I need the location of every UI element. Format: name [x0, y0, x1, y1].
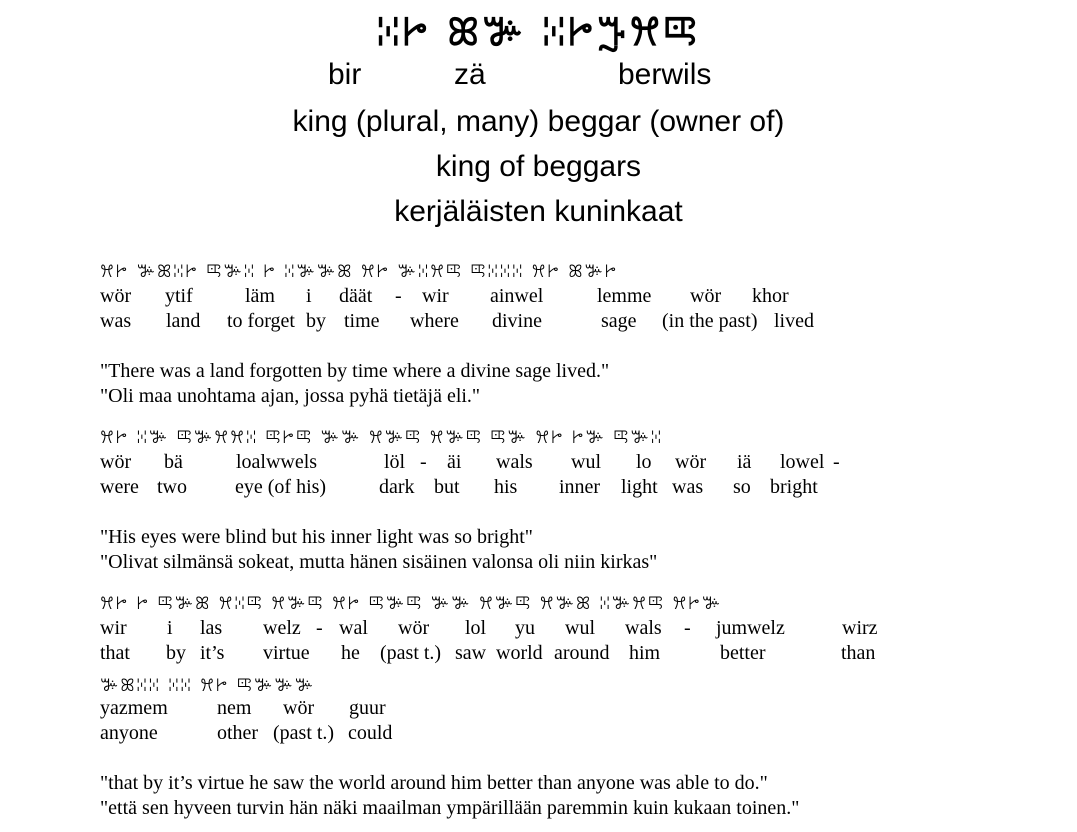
gloss: time: [344, 310, 380, 332]
word: guur: [349, 697, 386, 719]
gloss: it’s: [200, 642, 225, 664]
word: wals: [625, 617, 662, 639]
word: yazmem: [100, 697, 168, 719]
title-word-bir: bir: [328, 58, 362, 91]
title-word-berwils: berwils: [618, 58, 712, 91]
gloss: anyone: [100, 722, 158, 744]
word: yu: [515, 617, 535, 639]
gloss: better: [720, 642, 766, 664]
word: ainwel: [490, 285, 544, 307]
word: wör: [100, 285, 132, 307]
block3-finnish: "että sen hyveen turvin hän näki maailman ympärillään paremmin kuin kukaan toinen.": [100, 797, 800, 819]
title-english: king of beggars: [435, 150, 642, 183]
gloss: saw: [455, 642, 487, 664]
word: wör: [690, 285, 722, 307]
gloss: virtue: [263, 642, 310, 664]
gloss: inner: [559, 476, 601, 498]
block1-english: "There was a land forgotten by time where a divine sage lived.": [100, 360, 610, 382]
block2-english: "His eyes were blind but his inner light was so bright": [100, 526, 533, 548]
gloss: so: [733, 476, 751, 498]
word: i: [167, 617, 173, 639]
word: i: [306, 285, 312, 307]
gloss: was: [100, 310, 132, 332]
gloss: world: [496, 642, 543, 664]
word: bä: [164, 451, 183, 473]
block2-finnish: "Olivat silmänsä sokeat, mutta hänen sisäinen valonsa oli niin kirkas": [100, 551, 658, 573]
block3-script-cont: ꔑꕤꔘꔘ ꔘꔘ ꕮꔵ ꕓꔑꔑꔑ: [100, 676, 316, 696]
title-gloss: king (plural, many) beggar (owner of): [292, 105, 785, 138]
gloss: that: [100, 642, 130, 664]
word: -: [395, 285, 402, 307]
gloss: (past t.): [273, 722, 335, 744]
word: -: [420, 451, 427, 473]
block3-english: "that by it’s virtue he saw the world around him better than anyone was able to do.": [100, 772, 768, 794]
gloss: lived: [774, 310, 814, 332]
gloss: by: [166, 642, 186, 664]
word: wör: [398, 617, 430, 639]
word: wir: [422, 285, 449, 307]
gloss: bright: [770, 476, 818, 498]
gloss: he: [341, 642, 360, 664]
word: las: [200, 617, 223, 639]
gloss: his: [494, 476, 518, 498]
word: wals: [496, 451, 533, 473]
gloss: land: [166, 310, 201, 332]
gloss: where: [410, 310, 459, 332]
word: -: [316, 617, 323, 639]
word: wul: [565, 617, 595, 639]
word: -: [833, 451, 840, 473]
word: däät: [339, 285, 373, 307]
word: wal: [339, 617, 368, 639]
word: wirz: [842, 617, 878, 639]
word: nem: [217, 697, 252, 719]
word: läm: [245, 285, 275, 307]
gloss: light: [621, 476, 658, 498]
word: loalwwels: [236, 451, 318, 473]
word: wör: [100, 451, 132, 473]
gloss: eye (of his): [235, 476, 327, 498]
word: ytif: [165, 285, 193, 307]
gloss: by: [306, 310, 326, 332]
gloss: to forget: [227, 310, 295, 332]
block1-script: ꕮꔵ ꔑꕤꔘꔵ ꕓꔑꔘ ꔵ ꔘꔑꔑꕤ ꕮꔵ ꔑꔘꕮꕓ ꕓꔘꔘꔘ ꕮꔵ ꕤꔑꔵ: [100, 262, 619, 282]
block3-script: ꕮꔵ ꔵ ꕓꔑꕤ ꕮꔘꕓ ꕮꔑꕓ ꕮꔵ ꕓꔑꕓ ꔑꔑ ꕮꔑꕓ ꕮꔑꕤ ꔘꔑꕮꕓ ꕮꔵꔑ: [100, 594, 723, 614]
word: lemme: [597, 285, 652, 307]
word: wör: [675, 451, 707, 473]
gloss: than: [841, 642, 876, 664]
title-word-za: zä: [454, 58, 486, 91]
word: iä: [737, 451, 752, 473]
gloss: sage: [601, 310, 637, 332]
word: lowel: [780, 451, 825, 473]
gloss: him: [629, 642, 661, 664]
word: wul: [571, 451, 601, 473]
word: -: [684, 617, 691, 639]
word: lo: [636, 451, 652, 473]
gloss: around: [554, 642, 610, 664]
block1-finnish: "Oli maa unohtama ajan, jossa pyhä tietäjä eli.": [100, 385, 481, 407]
title-finnish: kerjäläisten kuninkaat: [394, 195, 683, 228]
block2-script: ꕮꔵ ꔘꔑ ꕓꔑꕮꕮꔘ ꕓꔵꕓ ꔑꔑ ꕮꔑꕓ ꕮꔑꕓ ꕓꔑ ꕮꔵ ꔵꔑ ꕓꔑꔘ: [100, 428, 664, 448]
word: wör: [283, 697, 315, 719]
gloss: two: [157, 476, 187, 498]
word: welz: [263, 617, 301, 639]
gloss: were: [100, 476, 139, 498]
gloss: (in the past): [662, 310, 758, 332]
word: khor: [752, 285, 789, 307]
gloss: was: [672, 476, 704, 498]
gloss: dark: [379, 476, 415, 498]
gloss: (past t.): [380, 642, 442, 664]
word: äi: [447, 451, 462, 473]
gloss: but: [434, 476, 460, 498]
word: lol: [465, 617, 487, 639]
gloss: other: [217, 722, 259, 744]
word: jumwelz: [716, 617, 785, 639]
word: löl: [384, 451, 406, 473]
word: wir: [100, 617, 127, 639]
gloss: divine: [492, 310, 542, 332]
gloss: could: [348, 722, 393, 744]
title-script: ꔘꔵ ꕤꔑ ꔘꔵꔓꕮꕓ: [376, 10, 701, 54]
